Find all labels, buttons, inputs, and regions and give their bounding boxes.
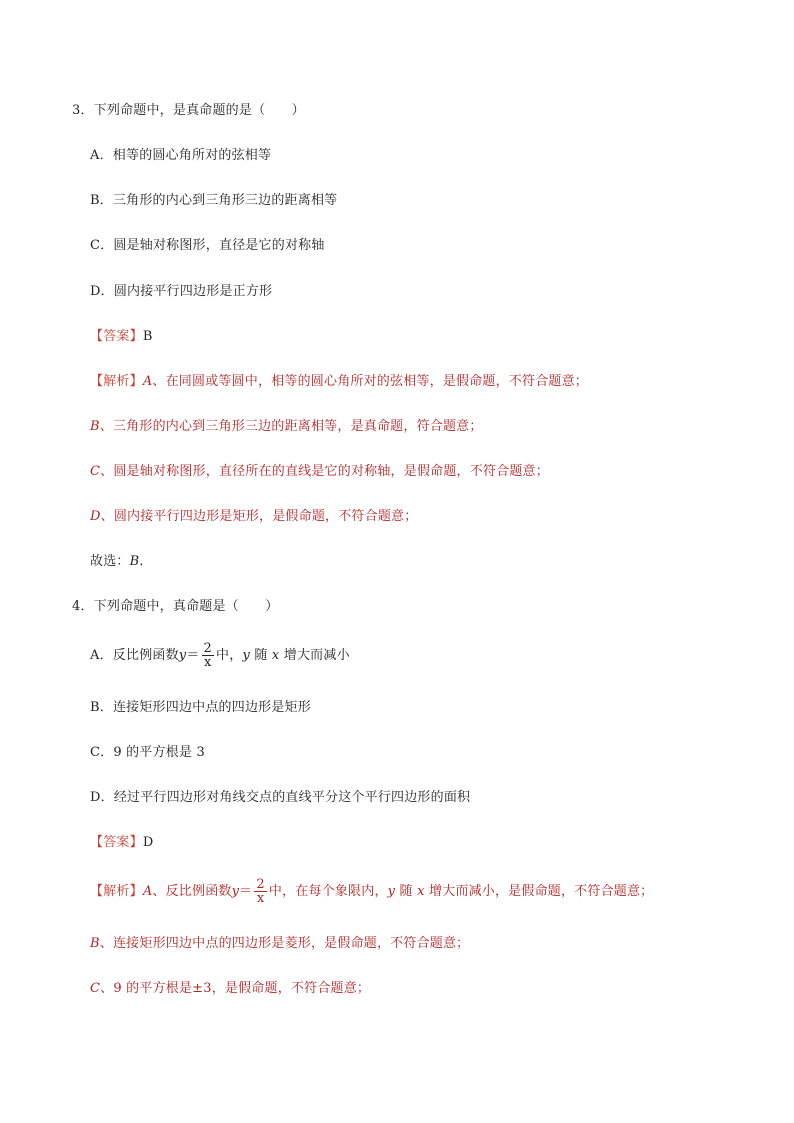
- q4-answer: [90, 834, 153, 852]
- q4-analysis-a-text1: 随: [399, 884, 413, 899]
- q4-analysis-a: [90, 874, 653, 910]
- q4-analysis-letter-c: C: [90, 981, 101, 996]
- q3-analysis-a: [90, 373, 588, 391]
- q3-analysis-letter-d: D: [90, 509, 101, 524]
- q4-analysis-text-b: 、连接矩形四边中点的四边形是菱形，是假命题，不符合题意；: [99, 936, 470, 951]
- fraction: [202, 642, 214, 669]
- q4-option-b: B．连接矩形四边中点的四边形是矩形: [90, 700, 311, 715]
- fraction-numerator: 2: [203, 641, 213, 656]
- q4-stem-text: 下列命题中，真命题是（ ）: [93, 599, 279, 614]
- q3-option-d: D．圆内接平行四边形是正方形: [90, 284, 273, 299]
- q3-analysis-c: [90, 463, 549, 481]
- equals-sign: ＝: [186, 648, 200, 663]
- analysis-tag: 【解析】: [90, 374, 143, 389]
- fraction-numerator: 2: [256, 877, 265, 892]
- q3-analysis-letter-c: C: [90, 464, 101, 479]
- answer-tag: 【答案】: [90, 835, 143, 850]
- var-y: y: [178, 648, 187, 663]
- q3-analysis-text-a: 、在同圆或等圆中，相等的圆心角所对的弦相等，是假命题，不符合题意；: [152, 374, 589, 389]
- q4-analysis-text-c: 、9 的平方根是±3，是假命题，不符合题意；: [100, 981, 371, 996]
- q3-option-a: A．相等的圆心角所对的弦相等: [90, 148, 272, 163]
- q3-stem: [72, 102, 305, 120]
- q3-analysis-d: [90, 508, 417, 526]
- q4-option-a: [90, 638, 350, 674]
- fraction: [254, 878, 266, 905]
- q4-option-a-text1: 随: [254, 648, 268, 663]
- q3-conclusion-suffix: ．: [139, 554, 153, 569]
- q3-answer: [90, 328, 153, 346]
- q4-option-c: C．9 的平方根是 3: [90, 745, 205, 760]
- q3-conclusion: [90, 553, 153, 571]
- q3-answer-value: B: [142, 329, 153, 344]
- var-y: y: [387, 884, 396, 899]
- q4-stem: [72, 598, 278, 616]
- answer-tag: 【答案】: [90, 329, 143, 344]
- var-x: x: [271, 648, 280, 663]
- q3-option-b: B．三角形的内心到三角形三边的距离相等: [90, 193, 338, 208]
- q3-analysis-letter-b: B: [90, 419, 100, 434]
- q3-analysis-text-b: 、三角形的内心到三角形三边的距离相等，是真命题，符合题意；: [99, 419, 483, 434]
- q4-analysis-a-mid: 中，在每个象限内，: [268, 884, 388, 899]
- q3-conclusion-prefix: 故选：: [90, 554, 130, 569]
- var-y: y: [242, 648, 250, 663]
- q4-option-d: D．经过平行四边形对角线交点的直线平分这个平行四边形的面积: [90, 790, 471, 805]
- equals-sign: ＝: [239, 884, 253, 899]
- fraction-denominator: x: [256, 891, 265, 906]
- q3-stem-text: 下列命题中，是真命题的是（ ）: [93, 103, 305, 118]
- q3-analysis-letter-a: A: [142, 374, 153, 389]
- q4-analysis-b: [90, 935, 469, 953]
- q4-analysis-a-prefix: 、反比例函数: [152, 884, 232, 899]
- q4-option-a-prefix: A．反比例函数: [90, 648, 179, 663]
- q3-number: 3．: [72, 103, 94, 118]
- q4-analysis-letter-b: B: [90, 936, 100, 951]
- q3-option-c: C．圆是轴对称图形，直径是它的对称轴: [90, 238, 325, 253]
- q4-option-a-text2: 增大而减小: [283, 648, 350, 663]
- q3-analysis-text-d: 、圆内接平行四边形是矩形，是假命题，不符合题意；: [100, 509, 418, 524]
- q4-answer-value: D: [142, 835, 154, 850]
- q4-number: 4．: [72, 599, 94, 614]
- q4-analysis-letter-a: A: [142, 884, 153, 899]
- q3-conclusion-letter: B: [129, 554, 140, 569]
- analysis-tag: 【解析】: [90, 884, 143, 899]
- q4-option-a-mid: 中，: [216, 648, 243, 663]
- q3-analysis-text-c: 、圆是轴对称图形，直径所在的直线是它的对称轴，是假命题，不符合题意；: [100, 464, 549, 479]
- q3-analysis-b: [90, 418, 483, 436]
- q4-analysis-c: [90, 980, 370, 998]
- fraction-denominator: x: [204, 655, 212, 670]
- q4-analysis-a-text2: 增大而减小，是假命题，不符合题意；: [428, 884, 654, 899]
- var-x: x: [417, 884, 425, 899]
- var-y: y: [231, 884, 240, 899]
